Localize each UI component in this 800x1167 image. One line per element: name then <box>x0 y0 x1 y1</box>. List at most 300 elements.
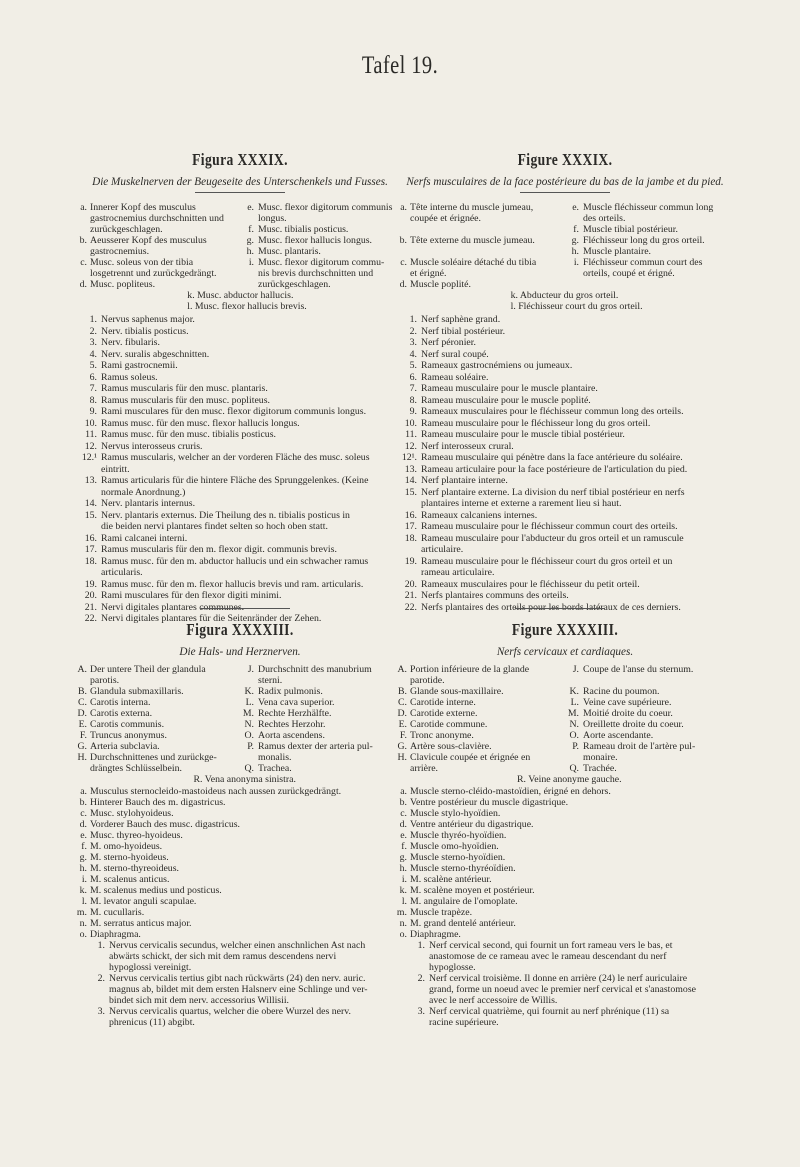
nerve-number: 3. <box>97 1006 105 1017</box>
figure-subtitle: Nerfs cervicaux et cardiaques. <box>496 646 634 658</box>
nerve-number: 16. <box>84 532 97 544</box>
nerve-number: 14. <box>404 475 417 486</box>
nerve-label: Rameau soléaire. <box>421 371 489 383</box>
structure-letter: P. <box>247 741 254 752</box>
muscle-label: nis brevis durchschnitten und <box>258 268 374 279</box>
structure-letter: L. <box>245 697 254 708</box>
nerve-label: Ramus muscularis, welcher an der vorderen Fläche des musc. soleus <box>101 452 370 463</box>
structure-letter: M. <box>567 708 579 719</box>
nerve-number: 1. <box>97 940 105 951</box>
muscle-label: Musc. flexor digitorum commu- <box>258 257 385 268</box>
muscle-letter: c. <box>400 808 407 819</box>
nerve-label: grand, forme un noeud avec le premier nerf cervical et s'anastomose <box>429 984 696 995</box>
nerve-number: 12. <box>404 440 417 452</box>
muscle-label: zurückgeschlagen. <box>90 224 163 235</box>
muscle-label: Muscle thyréo-hyoïdien. <box>410 830 507 841</box>
nerve-number: 7. <box>89 383 97 394</box>
muscle-label: Musculus sternocleido-mastoideus nach aussen zurückgedrängt. <box>90 786 342 797</box>
structure-letter: Q. <box>569 763 579 774</box>
muscle-letter: i. <box>248 257 254 268</box>
muscle-label: Muscle sterno-hyoïdien. <box>410 852 506 863</box>
structure-label: parotis. <box>90 675 120 686</box>
nerve-label: hypoglosse. <box>429 962 476 973</box>
muscle-letter: l. <box>81 896 87 907</box>
muscle-label: l. Musc. flexor hallucis brevis. <box>187 301 307 312</box>
structure-letter: D. <box>397 708 407 719</box>
structure-letter: A. <box>77 664 87 675</box>
muscle-label: Muscle trapèze. <box>410 907 473 918</box>
structure-letter: E. <box>398 719 407 730</box>
nerve-number: 15. <box>404 486 417 498</box>
nerve-label: Nerf cervical troisième. Il donne en arrière (24) le nerf auriculaire <box>429 973 688 984</box>
muscle-letter: b. <box>79 797 87 808</box>
structure-label: Rameau droit de l'artère pul- <box>583 741 696 752</box>
nerve-number: 11. <box>405 429 417 440</box>
structure-label: sterni. <box>258 675 283 686</box>
muscle-letter: e. <box>80 830 87 841</box>
nerve-number: 2. <box>417 973 425 984</box>
muscle-letter: c. <box>80 257 87 268</box>
structure-label: monaire. <box>583 752 618 763</box>
nerve-label: Ramus muscularis für den m. flexor digit. communis brevis. <box>101 544 337 555</box>
structure-label: Ramus dexter der arteria pul- <box>258 741 373 752</box>
figure-heading: Figure XXXXIII. <box>511 620 619 639</box>
muscle-label: Muscle soléaire détaché du tibia <box>410 257 537 268</box>
structure-letter: C. <box>78 697 87 708</box>
structure-label: Aorte ascendante. <box>583 730 654 741</box>
nerve-label: hypoglossi vereinigt. <box>109 962 192 973</box>
muscle-label: M. scalenus anticus. <box>90 874 170 885</box>
structure-label: drängtes Schlüsselbein. <box>90 763 182 774</box>
nerve-label: Rameau musculaire pour le muscle tibial postérieur. <box>421 429 625 440</box>
nerve-label: Nervi digitales plantares für die Seitenränder der Zehen. <box>101 613 322 624</box>
muscle-label: Ventre postérieur du muscle digastrique. <box>410 797 569 808</box>
nerve-label: Nerf interosseux crural. <box>421 440 514 452</box>
nerve-label: Rami calcanei interni. <box>101 532 188 544</box>
nerve-number: 1. <box>417 940 425 951</box>
structure-label: Carotide externe. <box>410 708 478 719</box>
nerve-number: 13. <box>84 475 97 486</box>
nerve-label: Nerf sural coupé. <box>421 348 489 360</box>
structure-label: Radix pulmonis. <box>258 686 323 697</box>
nerve-number: 9. <box>89 406 97 417</box>
muscle-label: Musc. stylohyoideus. <box>90 808 174 819</box>
nerve-label: Nervus cervicalis tertius gibt nach rückwärts (24) den nerv. auric. <box>109 973 366 984</box>
nerve-label: Ramus muscularis für den musc. plantaris. <box>101 383 268 394</box>
nerve-label: articulaire. <box>421 544 464 555</box>
muscle-label: des orteils. <box>583 213 626 224</box>
muscle-letter: i. <box>401 874 407 885</box>
nerve-number: 17. <box>84 544 97 555</box>
nerve-label: Rameau articulaire pour la face postérieure de l'articulation du pied. <box>421 463 688 475</box>
muscle-label: et érigné. <box>410 268 447 279</box>
nerve-label: Ramus musc. für den m. flexor hallucis brevis und ram. articularis. <box>101 578 364 590</box>
nerve-label: bindet sich mit dem nerv. accessorius Willisii. <box>109 995 289 1006</box>
structure-label: Arteria subclavia. <box>90 741 160 752</box>
nerve-label: racine supérieure. <box>429 1017 499 1028</box>
nerve-label: Rameau musculaire pour le muscle poplité. <box>421 394 591 406</box>
muscle-letter: e. <box>400 830 407 841</box>
figure-heading: Figure XXXIX. <box>517 150 613 169</box>
nerve-label: Nerf plantaire interne. <box>421 475 508 486</box>
nerve-label: rameau articulaire. <box>421 567 495 578</box>
muscle-letter: d. <box>399 279 407 290</box>
nerve-number: 12.¹ <box>81 452 97 463</box>
nerve-number: 18. <box>404 532 417 544</box>
muscle-label: Hinterer Bauch des m. digastricus. <box>90 797 226 808</box>
nerve-label: Rameau musculaire pour le muscle plantaire. <box>421 383 598 394</box>
nerve-number: 5. <box>409 360 417 371</box>
figure-subtitle: Die Hals- und Herznerven. <box>179 646 301 658</box>
muscle-letter: a. <box>400 786 407 797</box>
muscle-label: losgetrennt und zurückgedrängt. <box>90 268 217 279</box>
muscle-letter: f. <box>573 224 579 235</box>
structure-letter: L. <box>570 697 579 708</box>
muscle-label: M. angulaire de l'omoplate. <box>410 896 518 907</box>
nerve-number: 10. <box>404 417 417 429</box>
muscle-label: coupée et érignée. <box>410 213 481 224</box>
nerve-label: magnus ab, bildet mit dem ersten Halsnerv eine Schlinge und ver- <box>109 984 368 995</box>
muscle-label: Muscle sterno-thyréoïdien. <box>410 863 516 874</box>
structure-label: Carotis externa. <box>90 708 153 719</box>
muscle-label: Ventre antérieur du digastrique. <box>410 819 534 830</box>
nerve-label: Rami musculares für den musc. flexor digitorum communis longus. <box>101 406 367 417</box>
structure-label: Durchschnittenes und zurückge- <box>90 752 217 763</box>
nerve-number: 20. <box>84 590 97 601</box>
subtitle-rule <box>520 192 610 193</box>
nerve-label: Nerf cervical second, qui fournit un fort rameau vers le bas, et <box>429 940 673 951</box>
nerve-number: 19. <box>84 578 97 590</box>
nerve-label: Nerfs plantaires communs des orteils. <box>421 590 569 601</box>
figure-heading: Figura XXXXIII. <box>186 620 294 639</box>
nerve-label: abwärts schickt, der sich mit dem ramus descendens nervi <box>109 951 337 962</box>
muscle-label: M. scalène antérieur. <box>410 874 492 885</box>
muscle-label: k. Musc. abductor hallucis. <box>187 290 294 301</box>
muscle-letter: m. <box>76 907 87 918</box>
structure-letter: B. <box>398 686 407 697</box>
muscle-label: Muscle tibial postérieur. <box>583 224 678 235</box>
muscle-letter: b. <box>399 235 407 246</box>
structure-label: Racine du poumon. <box>583 686 660 697</box>
muscle-label: Musc. soleus von der tibia <box>90 257 194 268</box>
structure-label: Carotis interna. <box>90 697 151 708</box>
muscle-label: Muscle plantaire. <box>583 246 652 257</box>
nerve-label: Nerf cervical quatrième, qui fournit au nerf phrénique (11) sa <box>429 1006 670 1017</box>
muscle-letter: f. <box>81 841 87 852</box>
structure-label: Veine cave supérieure. <box>583 697 672 708</box>
structure-letter: F. <box>399 730 407 741</box>
muscle-letter: d. <box>399 819 407 830</box>
muscle-label: M. scalène moyen et postérieur. <box>410 885 535 896</box>
muscle-label: Muscle sterno-cléido-mastoïdien, érigné en dehors. <box>410 786 611 797</box>
muscle-label: Musc. thyreo-hyoideus. <box>90 830 183 841</box>
structure-letter: H. <box>77 752 87 763</box>
muscle-label: k. Abducteur du gros orteil. <box>510 290 619 301</box>
muscle-letter: k. <box>79 885 87 896</box>
nerve-label: Nerv. plantaris internus. <box>101 498 196 509</box>
nerve-number: 21. <box>84 601 97 613</box>
nerve-number: 12. <box>84 440 97 452</box>
muscle-letter: n. <box>79 918 87 929</box>
structure-label: Portion inférieure de la glande <box>410 664 530 675</box>
muscle-label: Muscle omo-hyoïdien. <box>410 841 499 852</box>
structure-label: Der untere Theil der glandula <box>90 664 206 675</box>
nerve-number: 3. <box>417 1006 425 1017</box>
structure-letter: Q. <box>244 763 254 774</box>
structure-letter: G. <box>397 741 407 752</box>
muscle-label: M. serratus anticus major. <box>90 918 192 929</box>
muscle-letter: o. <box>79 929 87 940</box>
muscle-letter: g. <box>399 852 407 863</box>
muscle-label: Musc. flexor hallucis longus. <box>258 235 373 246</box>
muscle-letter: f. <box>248 224 254 235</box>
muscle-label: Diaphragme. <box>410 929 461 940</box>
muscle-letter: h. <box>79 863 87 874</box>
muscle-letter: b. <box>79 235 87 246</box>
muscle-letter: h. <box>571 246 579 257</box>
nerve-label: avec le nerf accessoire de Willis. <box>429 995 558 1006</box>
muscle-letter: a. <box>80 202 87 213</box>
muscle-label: Musc. popliteus. <box>90 279 156 290</box>
figure-subtitle: Die Muskelnerven der Beugeseite des Unterschenkels und Fusses. <box>92 176 388 188</box>
muscle-label: M. cucullaris. <box>90 907 145 918</box>
structure-label: monalis. <box>258 752 292 763</box>
structure-letter: K. <box>569 686 579 697</box>
nerve-number: 8. <box>89 394 97 406</box>
structure-letter: M. <box>242 708 254 719</box>
nerve-number: 16. <box>404 509 417 521</box>
nerve-number: 15. <box>84 509 97 521</box>
muscle-letter: h. <box>246 246 254 257</box>
muscle-letter: a. <box>400 202 407 213</box>
nerve-label: Ramus musc. für den m. abductor hallucis und ein schwacher ramus <box>101 555 369 567</box>
structure-label: Vena cava superior. <box>258 697 335 708</box>
nerve-label: Rameaux musculaires pour le fléchisseur du petit orteil. <box>421 578 640 590</box>
nerve-label: Rameaux musculaires pour le fléchisseur commun long des orteils. <box>421 406 684 417</box>
structure-letter: J. <box>572 664 579 675</box>
nerve-number: 7. <box>409 383 417 394</box>
muscle-label: Musc. tibialis posticus. <box>258 224 349 235</box>
muscle-label: Musc. flexor digitorum communis <box>258 202 393 213</box>
nerve-label: Rameau musculaire pour le fléchisseur court du gros orteil et un <box>421 555 673 567</box>
nerve-number: 20. <box>404 578 417 590</box>
nerve-number: 21. <box>404 590 417 601</box>
muscle-letter: g. <box>246 235 254 246</box>
muscle-label: Muscle fléchisseur commun long <box>583 202 714 213</box>
nerve-label: Rameau musculaire pour le fléchisseur long du gros orteil. <box>421 417 651 429</box>
muscle-letter: g. <box>571 235 579 246</box>
structure-letter: B. <box>78 686 87 697</box>
figure-heading: Figura XXXIX. <box>192 150 288 169</box>
muscle-letter: b. <box>399 797 407 808</box>
nerve-number: 6. <box>89 371 97 383</box>
nerve-label: Ramus muscularis für den musc. popliteus. <box>101 394 270 406</box>
nerve-label: Ramus articularis für die hintere Fläche des Sprunggelenkes. (Keine <box>101 475 369 486</box>
muscle-label: Tête externe du muscle jumeau. <box>410 235 535 246</box>
muscle-letter: k. <box>399 885 407 896</box>
structure-label: Coupe de l'anse du sternum. <box>583 664 694 675</box>
nerve-label: Rameau musculaire pour l'abducteur du gros orteil et un ramuscule <box>421 532 684 544</box>
muscle-label: M. scalenus medius und posticus. <box>90 885 222 896</box>
muscle-letter: c. <box>400 257 407 268</box>
nerve-label: anastomose de ce rameau avec le rameau descendant du nerf <box>429 951 667 962</box>
structure-label: Glandula submaxillaris. <box>90 686 184 697</box>
nerve-number: 5. <box>89 360 97 371</box>
nerve-label: Rameaux calcaniens internes. <box>421 509 538 521</box>
nerve-label: Nerf saphène grand. <box>421 314 501 325</box>
nerve-label: Rameaux gastrocnémiens ou jumeaux. <box>421 360 573 371</box>
muscle-letter: n. <box>399 918 407 929</box>
divider-left <box>200 608 290 609</box>
structure-letter: P. <box>572 741 579 752</box>
structure-letter: A. <box>397 664 407 675</box>
structure-label: Carotis communis. <box>90 719 165 730</box>
muscle-letter: o. <box>399 929 407 940</box>
muscle-label: gastrocnemius. <box>90 246 150 257</box>
nerve-label: Nerfs plantaires des orteils pour les bords latéraux de ces derniers. <box>421 601 681 613</box>
page-title: Tafel 19. <box>361 52 439 79</box>
nerve-label: Nerv. tibialis posticus. <box>101 325 189 337</box>
muscle-label: Fléchisseur commun court des <box>583 257 703 268</box>
nerve-number: 14. <box>84 498 97 509</box>
structure-label: Trachée. <box>583 763 617 774</box>
muscle-label: gastrocnemius durchschnitten und <box>90 213 224 224</box>
nerve-label: Nerf plantaire externe. La division du nerf tibial postérieur en nerfs <box>421 486 685 498</box>
nerve-label: Nervi digitales plantares communes. <box>101 601 245 613</box>
nerve-number: 9. <box>409 406 417 417</box>
structure-letter: O. <box>569 730 579 741</box>
structure-label: parotide. <box>410 675 445 686</box>
structure-letter: J. <box>247 664 254 675</box>
muscle-label: Musc. plantaris. <box>258 246 321 257</box>
structure-label: Tronc anonyme. <box>410 730 474 741</box>
structure-letter: C. <box>398 697 407 708</box>
structure-label: Carotide commune. <box>410 719 488 730</box>
nerve-label: Nervus saphenus major. <box>101 314 195 325</box>
nerve-label: Rami musculares für den flexor digiti minimi. <box>101 590 282 601</box>
nerve-label: plantaires interne et externe a rarement lieu si haut. <box>421 498 622 509</box>
nerve-label: normale Anordnung.) <box>101 486 186 498</box>
structure-label: Carotide interne. <box>410 697 476 708</box>
muscle-label: Muscle poplité. <box>410 279 471 290</box>
nerve-label: Nerf péronier. <box>421 337 476 348</box>
muscle-letter: i. <box>573 257 579 268</box>
nerve-number: 1. <box>89 314 97 325</box>
structure-label: Rechtes Herzohr. <box>258 719 326 730</box>
muscle-label: Aeusserer Kopf des musculus <box>90 235 207 246</box>
muscle-letter: g. <box>79 852 87 863</box>
muscle-letter: d. <box>79 279 87 290</box>
structure-letter: G. <box>77 741 87 752</box>
nerve-label: eintritt. <box>101 463 130 475</box>
muscle-label: Vorderer Bauch des musc. digastricus. <box>90 819 241 830</box>
nerve-number: 2. <box>89 325 97 337</box>
muscle-letter: i. <box>81 874 87 885</box>
structure-letter: D. <box>77 708 87 719</box>
nerve-number: 22. <box>404 601 417 613</box>
muscle-letter: a. <box>80 786 87 797</box>
nerve-number: 2. <box>97 973 105 984</box>
nerve-number: 18. <box>84 555 97 567</box>
structure-label: Durchschnitt des manubrium <box>258 664 372 675</box>
nerve-label: Rameau musculaire qui pénètre dans la face antérieure du soléaire. <box>421 452 683 463</box>
structure-letter: H. <box>397 752 407 763</box>
structure-label: Moitié droite du coeur. <box>583 708 673 719</box>
nerve-label: Nerf tibial postérieur. <box>421 325 506 337</box>
muscle-label: zurückgeschlagen. <box>258 279 331 290</box>
nerve-number: 1. <box>409 314 417 325</box>
structure-label: Oreillette droite du coeur. <box>583 719 684 730</box>
nerve-number: 11. <box>85 429 97 440</box>
nerve-number: 12¹. <box>401 452 417 463</box>
nerve-number: 6. <box>409 371 417 383</box>
nerve-label: die beiden nervi plantares findet selten so hoch oben statt. <box>101 521 328 532</box>
structure-label: Truncus anonymus. <box>90 730 167 741</box>
muscle-label: M. grand dentelé antérieur. <box>410 918 516 929</box>
nerve-number: 8. <box>409 394 417 406</box>
nerve-number: 4. <box>409 348 417 360</box>
structure-label: Aorta ascendens. <box>258 730 325 741</box>
structure-label: R. Veine anonyme gauche. <box>517 774 622 785</box>
muscle-label: Innerer Kopf des musculus <box>90 202 196 213</box>
muscle-letter: e. <box>572 202 579 213</box>
muscle-letter: h. <box>399 863 407 874</box>
nerve-label: Nerv. suralis abgeschnitten. <box>101 348 210 360</box>
muscle-label: M. levator anguli scapulae. <box>90 896 197 907</box>
nerve-label: articularis. <box>101 567 143 578</box>
nerve-label: Nervus cervicalis quartus, welcher die obere Wurzel des nerv. <box>109 1006 351 1017</box>
muscle-label: M. omo-hyoideus. <box>90 841 163 852</box>
muscle-label: orteils, coupé et érigné. <box>583 268 675 279</box>
nerve-number: 3. <box>89 337 97 348</box>
muscle-label: longus. <box>258 213 287 224</box>
nerve-label: Rami gastrocnemii. <box>101 360 178 371</box>
nerve-number: 13. <box>404 463 417 475</box>
structure-letter: N. <box>244 719 254 730</box>
muscle-label: Diaphragma. <box>90 929 141 940</box>
muscle-label: Tête interne du muscle jumeau, <box>410 202 534 213</box>
nerve-number: 19. <box>404 555 417 567</box>
structure-label: R. Vena anonyma sinistra. <box>193 774 296 785</box>
nerve-number: 17. <box>404 521 417 532</box>
nerve-label: Nervus cervicalis secundus, welcher einen anschnlichen Ast nach <box>109 940 366 951</box>
muscle-label: l. Fléchisseur court du gros orteil. <box>510 301 643 312</box>
muscle-letter: d. <box>79 819 87 830</box>
nerve-label: Rameau musculaire pour le fléchisseur commun court des orteils. <box>421 521 678 532</box>
muscle-label: Fléchisseur long du gros orteil. <box>583 235 705 246</box>
muscle-label: Muscle stylo-hyoïdien. <box>410 808 501 819</box>
nerve-number: 2. <box>409 325 417 337</box>
structure-label: Trachea. <box>258 763 292 774</box>
muscle-letter: f. <box>401 841 407 852</box>
muscle-letter: c. <box>80 808 87 819</box>
nerve-label: Nerv. fibularis. <box>101 337 160 348</box>
nerve-number: 3. <box>409 337 417 348</box>
nerve-label: Nervus interosseus cruris. <box>101 440 203 452</box>
structure-label: Rechte Herzhälfte. <box>258 708 332 719</box>
structure-label: arrière. <box>410 763 439 774</box>
structure-letter: O. <box>244 730 254 741</box>
muscle-label: M. sterno-thyreoideus. <box>90 863 179 874</box>
nerve-label: Nerv. plantaris externus. Die Theilung des n. tibialis posticus in <box>101 509 350 521</box>
muscle-label: M. sterno-hyoideus. <box>90 852 169 863</box>
structure-letter: N. <box>569 719 579 730</box>
structure-letter: E. <box>78 719 87 730</box>
structure-label: Artère sous-clavière. <box>410 741 492 752</box>
figure-subtitle: Nerfs musculaires de la face postérieure du bas de la jambe et du pied. <box>406 176 724 188</box>
nerve-number: 10. <box>84 417 97 429</box>
nerve-number: 4. <box>89 348 97 360</box>
